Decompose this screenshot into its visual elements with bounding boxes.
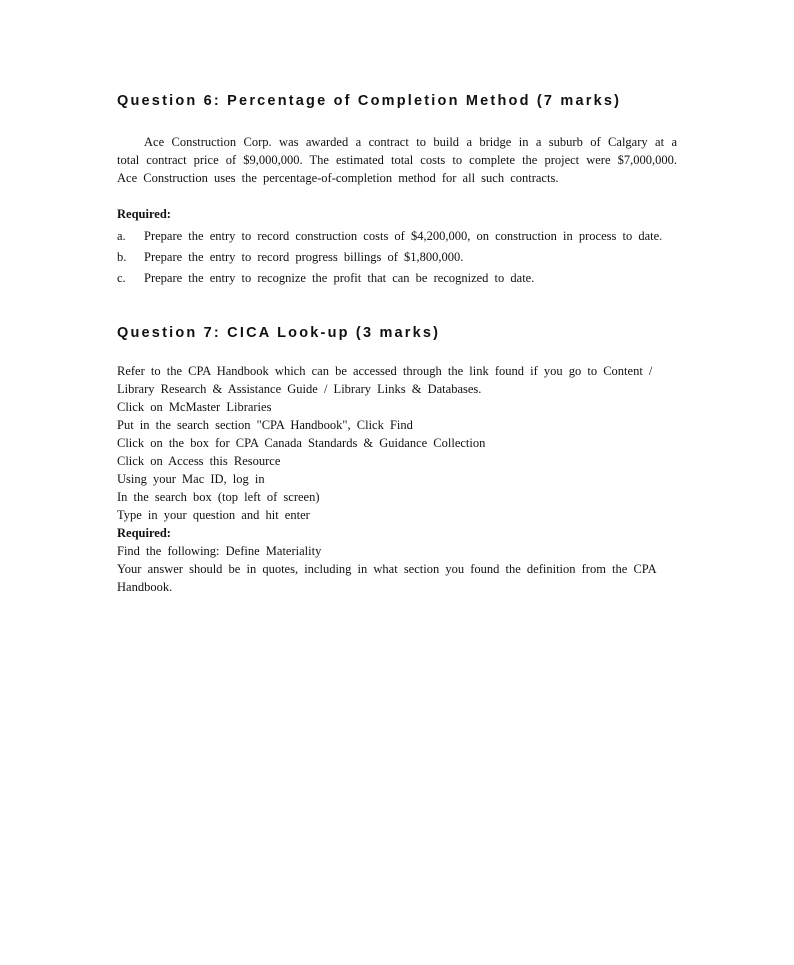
step-line: Click on the box for CPA Canada Standards & Guidance Collection — [117, 436, 486, 450]
list-marker: a. — [117, 229, 126, 243]
question-7-answer-note: Your answer should be in quotes, including in what section you found the definition from the CPA Handbook. — [117, 562, 656, 594]
question-6-heading: Question 6: Percentage of Completion Method (7 marks) — [117, 93, 622, 109]
step-line: Put in the search section "CPA Handbook", Click Find — [117, 418, 413, 432]
list-item — [117, 269, 677, 287]
list-item-text: Prepare the entry to recognize the profit that can be recognized to date. — [144, 271, 535, 285]
list-item — [117, 227, 677, 245]
list-item — [117, 248, 677, 266]
step-line: Click on Access this Resource — [117, 454, 281, 468]
list-item-text: Prepare the entry to record construction costs of $4,200,000, on construction in process to date. — [144, 229, 663, 243]
question-6-task-list — [117, 227, 677, 287]
question-7-required-label: Required: — [117, 526, 171, 540]
step-line: In the search box (top left of screen) — [117, 490, 320, 504]
step-line: Click on McMaster Libraries — [117, 400, 272, 414]
list-item-text: Prepare the entry to record progress billings of $1,800,000. — [144, 250, 464, 264]
list-marker: b. — [117, 250, 127, 264]
question-7-intro: Refer to the CPA Handbook which can be accessed through the link found if you go to Content / Library Research & Assistance Guide / Library Links & Databases. — [117, 364, 653, 396]
question-6-paragraph: Ace Construction Corp. was awarded a contract to build a bridge in a suburb of Calgary at a total contract price of $9,000,000. The estimated total costs to complete the project were $7,000,000. Ace Construction uses the percentage-of-completion method for all such contracts. — [117, 135, 677, 185]
question-7-heading: Question 7: CICA Look-up (3 marks) — [117, 325, 441, 341]
step-line: Using your Mac ID, log in — [117, 472, 265, 486]
list-marker: c. — [117, 271, 126, 285]
step-line: Type in your question and hit enter — [117, 508, 310, 522]
question-6-required-label: Required: — [117, 207, 171, 221]
question-6-section — [117, 90, 677, 287]
document-page — [117, 90, 677, 596]
question-7-task: Find the following: Define Materiality — [117, 544, 322, 558]
question-7-section — [117, 322, 677, 596]
